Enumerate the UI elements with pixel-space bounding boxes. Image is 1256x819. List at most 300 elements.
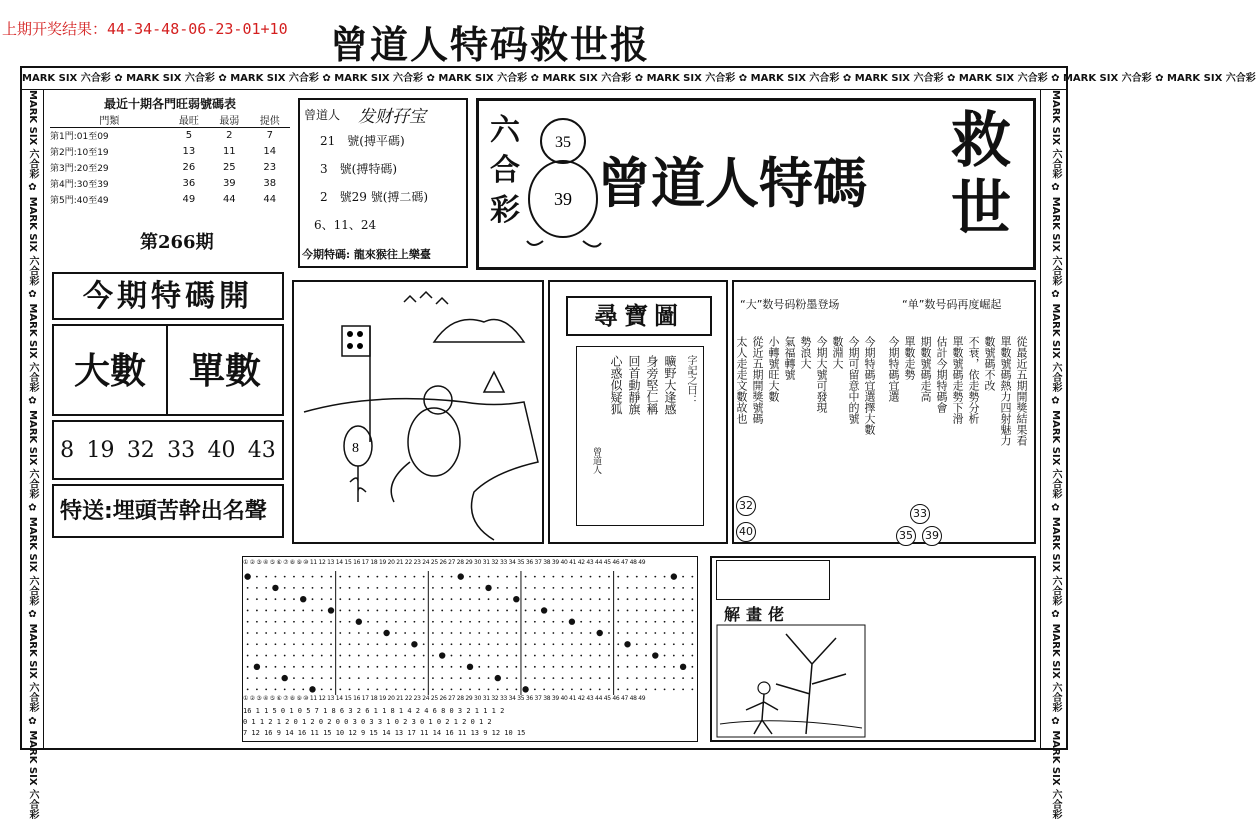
trend-dot: [636, 621, 638, 623]
article-column: 單數走勢: [903, 336, 916, 380]
trend-dot: [534, 621, 536, 623]
trend-dot: [349, 621, 351, 623]
brand-strip-text: MARK SIX 六合彩: [22, 73, 111, 84]
trend-dot: [275, 677, 277, 679]
trend-dot: [460, 666, 462, 668]
trend-dot: [302, 677, 304, 679]
trend-dot: [451, 666, 453, 668]
trend-dot: [293, 666, 295, 668]
trend-dot: [571, 598, 573, 600]
trend-dot: [664, 643, 666, 645]
trend-dot: [284, 643, 286, 645]
trend-dot: [330, 587, 332, 589]
trend-dot: [386, 621, 388, 623]
trend-dot: [590, 643, 592, 645]
trend-dot: [645, 598, 647, 600]
riddle-column: 心惑似疑狐: [609, 355, 623, 415]
trend-dot: [339, 598, 341, 600]
article-column: 估計今期特碼會: [935, 336, 948, 413]
trend-dot: [404, 655, 406, 657]
trend-dot: [525, 677, 527, 679]
trend-dot: [293, 610, 295, 612]
brand-strip-text: MARK SIX 六合彩: [334, 73, 424, 84]
brand-strip-text: MARK SIX 六合彩: [1050, 410, 1061, 499]
trend-dot: [562, 655, 564, 657]
trend-dot: [617, 576, 619, 578]
trend-dot: [451, 632, 453, 634]
trend-dot: [469, 655, 471, 657]
trend-dot: [673, 666, 675, 668]
trend-dot: [664, 655, 666, 657]
trend-dot: [506, 576, 508, 578]
tema-number: 19: [86, 437, 115, 463]
trend-dot: [636, 643, 638, 645]
col-header: 提供: [250, 112, 290, 128]
trend-dot: [627, 598, 629, 600]
tips-line-2: 3 號(搏特碼): [320, 162, 397, 176]
trend-dot: [608, 643, 610, 645]
trend-dot: [525, 598, 527, 600]
trend-dot: [562, 688, 564, 690]
trend-dot: [636, 610, 638, 612]
trend-dot: [552, 688, 554, 690]
brand-strip-text: MARK SIX 六合彩: [27, 410, 38, 499]
hot-cold-table: [50, 96, 290, 210]
trend-dot: [478, 655, 480, 657]
trend-dot: [636, 666, 638, 668]
trend-dot: [478, 666, 480, 668]
trend-dot: [432, 610, 434, 612]
trend-dot: [691, 598, 693, 600]
treasure-sign: 曾道人: [591, 447, 601, 474]
trend-dot: [599, 598, 601, 600]
treasure-map-panel: [548, 280, 728, 544]
brand-strip-text: MARK SIX 六合彩: [750, 73, 840, 84]
riddle-column: 回首動靜旗: [627, 355, 641, 415]
trend-dot: [645, 587, 647, 589]
trend-dot: [256, 587, 258, 589]
trend-dot: [330, 666, 332, 668]
old-man-illustration: [716, 624, 866, 738]
trend-dot: [636, 587, 638, 589]
trend-dot: [534, 576, 536, 578]
cold-value: 2: [226, 130, 233, 142]
trend-dot: [664, 632, 666, 634]
trend-dot: [506, 666, 508, 668]
trend-dot: [534, 655, 536, 657]
trend-dot: [617, 666, 619, 668]
trend-dot: [488, 598, 490, 600]
trend-dot: [376, 576, 378, 578]
trend-dot: [247, 621, 249, 623]
trend-dot: [543, 688, 545, 690]
trend-dot: [636, 598, 638, 600]
trend-dot: [682, 610, 684, 612]
trend-dot: [571, 587, 573, 589]
trend-dot: [562, 632, 564, 634]
trend-dot: [376, 621, 378, 623]
grid-footer-row: 0 1 1 2 1 2 0 1 2 0 2 0 0 3 0 3 3 1 0 2 3 0 1 0 2 1 2 0 1 2: [243, 718, 492, 726]
trend-dot: [275, 621, 277, 623]
gate-label: 第5門:40至49: [50, 196, 109, 206]
trend-dot: [645, 677, 647, 679]
trend-dot: [395, 587, 397, 589]
trend-dot: [460, 621, 462, 623]
trend-dot: [488, 655, 490, 657]
trend-dot: [404, 576, 406, 578]
trend-dot: [543, 655, 545, 657]
trend-dot: [488, 632, 490, 634]
trend-dot: [256, 610, 258, 612]
trend-dot: [256, 632, 258, 634]
trend-dot: [376, 688, 378, 690]
table-row: [50, 192, 290, 208]
trend-dot: [543, 632, 545, 634]
trend-dot-marked: [541, 607, 547, 613]
trend-dot: [451, 621, 453, 623]
cold-value: 39: [222, 178, 236, 189]
cold-value: 11: [222, 146, 236, 157]
trend-dot-marked: [300, 596, 306, 602]
trend-dot: [423, 610, 425, 612]
trend-dot: [654, 666, 656, 668]
trend-dot: [432, 688, 434, 690]
trend-dot: [562, 677, 564, 679]
article-column: 太人走走文數故也: [735, 336, 748, 424]
trend-dot: [571, 677, 573, 679]
trend-dot: [247, 598, 249, 600]
trend-dot: [691, 643, 693, 645]
trend-dot: [293, 655, 295, 657]
trend-dot: [580, 621, 582, 623]
trend-dot: [608, 587, 610, 589]
trend-dot: [645, 610, 647, 612]
trend-dot: [506, 587, 508, 589]
trend-dot: [302, 666, 304, 668]
trend-dot: [339, 643, 341, 645]
trend-dot-marked: [652, 652, 658, 658]
trend-dot: [367, 677, 369, 679]
brand-strip-text: MARK SIX 六合彩: [1167, 73, 1256, 84]
trend-dot: [423, 587, 425, 589]
trend-dot: [460, 643, 462, 645]
col-header: 門類: [50, 112, 169, 128]
trend-dot: [534, 643, 536, 645]
trend-dot: [469, 621, 471, 623]
trend-dot: [654, 610, 656, 612]
trend-dot: [673, 677, 675, 679]
article-column: 勢浪大: [799, 336, 812, 369]
brand-strip-text: MARK SIX 六合彩: [126, 73, 215, 84]
trend-dot: [321, 621, 323, 623]
trend-dot-marked: [495, 675, 501, 681]
trend-dot: [562, 621, 564, 623]
trend-dot: [469, 610, 471, 612]
trend-dot: [293, 576, 295, 578]
trend-dot: [571, 643, 573, 645]
trend-dot: [293, 621, 295, 623]
trend-dot: [247, 643, 249, 645]
trend-dot: [395, 666, 397, 668]
trend-dot: [275, 576, 277, 578]
trend-dot: [599, 643, 601, 645]
hot-value: 26: [182, 162, 196, 173]
trend-dot: [617, 677, 619, 679]
trend-dot: [617, 688, 619, 690]
trend-dot: [478, 688, 480, 690]
article-column: 今期可留意中的號: [847, 336, 860, 424]
article-column: 從最近五期開獎結果看: [1015, 336, 1028, 446]
trend-dot: [627, 587, 629, 589]
trend-dot: [691, 688, 693, 690]
cartoon-panel: [292, 280, 544, 544]
trend-dot: [488, 688, 490, 690]
trend-dot: [330, 621, 332, 623]
trend-dot: [617, 598, 619, 600]
trend-dot: [497, 655, 499, 657]
trend-dot: [423, 621, 425, 623]
trend-dot: [423, 677, 425, 679]
trend-dot: [247, 610, 249, 612]
trend-dot: [617, 655, 619, 657]
trend-dot: [404, 610, 406, 612]
trend-dot: [451, 576, 453, 578]
trend-dot: [590, 576, 592, 578]
trend-dot: [469, 587, 471, 589]
trend-dot: [654, 598, 656, 600]
trend-dot: [441, 643, 443, 645]
trend-dot: [497, 632, 499, 634]
trend-dot: [330, 655, 332, 657]
tema-number: 8: [60, 437, 75, 463]
trend-dot: [386, 643, 388, 645]
trend-dot: [590, 677, 592, 679]
trend-dot: [478, 632, 480, 634]
trend-dot: [534, 587, 536, 589]
trend-dot: [673, 598, 675, 600]
riddle-column: 曠野大逢感: [663, 355, 677, 415]
trend-dot: [682, 576, 684, 578]
trend-dot: [358, 576, 360, 578]
hot-value: 36: [182, 178, 196, 189]
trend-dot: [664, 587, 666, 589]
article-column: 今期大號可發現: [815, 336, 828, 413]
brand-strip-text: MARK SIX 六合彩: [1062, 73, 1152, 84]
trend-dot: [358, 643, 360, 645]
trend-dot: [636, 688, 638, 690]
trend-dot: [525, 655, 527, 657]
trend-dot: [367, 632, 369, 634]
trend-dot: [534, 610, 536, 612]
number-circle: 32: [736, 496, 756, 516]
trend-dot: [441, 587, 443, 589]
trend-dot: [275, 610, 277, 612]
brand-strip-top: MARK SIX 六合彩 ✿ MARK SIX 六合彩 ✿ MARK SIX 六合彩 ✿ MARK SIX 六合彩 ✿ MARK SIX 六合彩 ✿ MARK SIX 六合彩 ✿ MARK SIX 六合彩 ✿ MARK SIX 六合彩 ✿ MARK SIX 六合彩 ✿ MARK SIX 六合彩 ✿ MARK SIX 六合彩 ✿ MARK SIX 六合彩: [22, 68, 1066, 90]
trend-dot: [265, 621, 267, 623]
trend-dot: [247, 632, 249, 634]
trend-dot: [321, 655, 323, 657]
trend-dot: [543, 677, 545, 679]
article-column: 不衰，依走勢分析: [967, 336, 980, 424]
trend-dot: [691, 655, 693, 657]
trend-dot: [682, 598, 684, 600]
trend-dot: [451, 610, 453, 612]
trend-dot: [506, 610, 508, 612]
brand-strip-text: MARK SIX 六合彩: [27, 196, 38, 286]
trend-dot: [469, 677, 471, 679]
trend-dot: [376, 610, 378, 612]
trend-dot: [543, 621, 545, 623]
treasure-title: 尋寶圖: [566, 296, 712, 336]
brand-strip-text: MARK SIX 六合彩: [1050, 516, 1061, 606]
number-circle: 40: [736, 522, 756, 542]
trend-dot: [691, 621, 693, 623]
trend-dot: [664, 677, 666, 679]
trend-dot: [469, 688, 471, 690]
trend-dot: [386, 587, 388, 589]
trend-dot: [562, 666, 564, 668]
hot-value: 49: [182, 194, 196, 205]
trend-dot: [321, 666, 323, 668]
trend-dot: [395, 655, 397, 657]
riddle-column: 身旁堅仁稱: [645, 355, 659, 415]
trend-dot: [293, 688, 295, 690]
brand-strip-text: MARK SIX 六合彩: [854, 73, 944, 84]
trend-dot: [275, 655, 277, 657]
trend-dot: [312, 666, 314, 668]
trend-dot: [423, 655, 425, 657]
trend-dot: [590, 688, 592, 690]
trend-dot: [275, 688, 277, 690]
trend-dot: [636, 677, 638, 679]
trend-dot: [506, 621, 508, 623]
trend-dot: [515, 688, 517, 690]
trend-dot: [654, 576, 656, 578]
trend-dot: [654, 587, 656, 589]
trend-dot: [608, 598, 610, 600]
trend-dot: [525, 610, 527, 612]
trend-dot: [469, 576, 471, 578]
trend-dot: [376, 587, 378, 589]
table-row: [50, 128, 290, 144]
trend-dot: [460, 655, 462, 657]
trend-dot: [312, 621, 314, 623]
trend-dot: [312, 598, 314, 600]
trend-dot: [543, 587, 545, 589]
trend-dot: [376, 598, 378, 600]
trend-dot: [441, 621, 443, 623]
trend-dot: [247, 677, 249, 679]
article-column: 從近五期開獎號碼: [751, 336, 764, 424]
trend-dot: [664, 598, 666, 600]
trend-dot: [432, 587, 434, 589]
trend-dot: [617, 621, 619, 623]
trend-dot: [691, 587, 693, 589]
brand-strip-text: MARK SIX 六合彩: [230, 73, 319, 84]
trend-dot: [275, 632, 277, 634]
trend-dot: [414, 666, 416, 668]
trend-dot: [330, 677, 332, 679]
trend-dot: [691, 677, 693, 679]
trend-dot: [590, 598, 592, 600]
trend-dot: [265, 576, 267, 578]
trend-dot: [321, 632, 323, 634]
tema-numbers: [52, 420, 284, 480]
trend-dot: [552, 643, 554, 645]
trend-dot: [321, 688, 323, 690]
big-number-label: 大數: [54, 326, 168, 414]
special-gift: 特送:埋頭苦幹出名聲: [52, 484, 284, 538]
brand-strip-text: MARK SIX 六合彩: [27, 90, 38, 179]
trend-dot: [691, 576, 693, 578]
trend-dot: [599, 666, 601, 668]
trend-dot: [404, 666, 406, 668]
trend-dot: [525, 666, 527, 668]
trend-dot: [691, 610, 693, 612]
trend-dot-marked: [254, 664, 260, 670]
trend-dot: [608, 610, 610, 612]
brand-strip-text: MARK SIX 六合彩: [438, 73, 528, 84]
trend-dot: [599, 576, 601, 578]
trend-dot: [284, 621, 286, 623]
col-header: 最旺: [169, 112, 209, 128]
trend-dot: [525, 632, 527, 634]
trend-dot-marked: [624, 641, 630, 647]
trend-dot: [552, 666, 554, 668]
trend-dot: [673, 610, 675, 612]
trend-dot: [627, 610, 629, 612]
trend-dot: [599, 677, 601, 679]
trend-dot: [441, 666, 443, 668]
trend-dot: [673, 621, 675, 623]
trend-dot: [534, 688, 536, 690]
trend-dot-marked: [597, 630, 603, 636]
trend-dot: [284, 610, 286, 612]
trend-dot: [534, 677, 536, 679]
trend-dot: [432, 666, 434, 668]
banner-big-char: 救: [951, 106, 1011, 176]
trend-dot: [580, 576, 582, 578]
trend-dot: [673, 587, 675, 589]
gate-label: 第4門:30至39: [50, 180, 109, 190]
trend-dot: [590, 587, 592, 589]
tips-line-1: 21 號(搏平碼): [320, 134, 405, 148]
banner-side-char: 六: [490, 113, 520, 148]
article-column: 今期特碼宜選擇大數: [863, 336, 876, 435]
brand-strip-text: MARK SIX 六合彩: [646, 73, 736, 84]
trend-dot: [284, 598, 286, 600]
trend-dot-marked: [356, 619, 362, 625]
tips-motto: 今期特碼: 龍來猴往上樂臺: [302, 248, 431, 261]
trend-dot: [302, 688, 304, 690]
trend-dot: [552, 655, 554, 657]
trend-dot: [432, 643, 434, 645]
cold-value: 25: [222, 162, 236, 173]
newspaper-masthead: 曾道人特码救世报: [330, 22, 651, 67]
trend-dot: [339, 621, 341, 623]
trend-dot: [441, 688, 443, 690]
trend-dot: [330, 632, 332, 634]
trend-dot: [247, 688, 249, 690]
trend-dot: [571, 632, 573, 634]
trend-dot: [404, 621, 406, 623]
trend-dot: [330, 643, 332, 645]
trend-dot: [636, 655, 638, 657]
trend-dot-marked: [522, 686, 528, 692]
trend-dot: [432, 655, 434, 657]
trend-dot-marked: [569, 619, 575, 625]
trend-dot: [293, 632, 295, 634]
